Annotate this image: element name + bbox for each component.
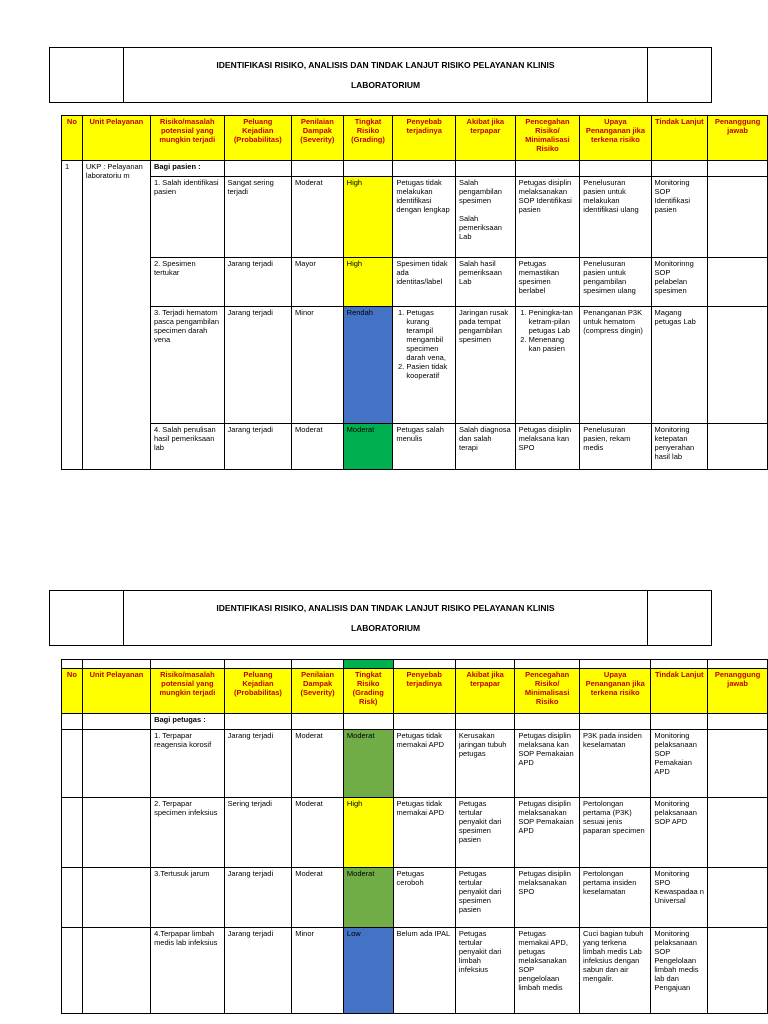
cell-tindak: Monitoring SPO Kewaspadaa n Universal xyxy=(651,868,708,928)
table-row xyxy=(62,928,768,1014)
cell-peluang: Sangat sering terjadi xyxy=(224,177,292,258)
cell-penyebab: Petugas tidak melakukan identifikasi dengan lengkap xyxy=(393,177,456,258)
cell-risiko: 2. Spesimen tertukar xyxy=(150,258,224,307)
cell-akibat: Salah pengambilan spesimen Salah pemeriksaan Lab xyxy=(455,177,515,258)
cell-peluang: Jarang terjadi xyxy=(224,307,292,424)
cell-penyebab xyxy=(393,307,456,424)
cell-pencegahan: Petugas disiplin melaksanakan SPO xyxy=(515,868,580,928)
header-no: No xyxy=(62,669,83,714)
cell-dampak: Moderat xyxy=(292,798,344,868)
cell-dampak: Moderat xyxy=(292,730,344,798)
cell-upaya: Penelusuran pasien untuk melakukan identifikasi ulang xyxy=(580,177,651,258)
cell-upaya: Cuci bagian tubuh yang terkena limbah medis Lab infeksius dengan sabun dan air mengalir. xyxy=(580,928,651,1014)
risk-table-1 xyxy=(61,115,768,470)
table-header xyxy=(62,669,768,714)
cell-upaya: Pertolongan pertama (P3K) sesuai jenis paparan specimen xyxy=(580,798,651,868)
cell-dampak: Moderat xyxy=(292,177,344,258)
cell-penyebab: Petugas ceroboh xyxy=(393,868,455,928)
header-dampak: Penilaian Dampak (Severity) xyxy=(292,116,344,161)
header-peluang: Peluang Kejadian (Probabilitas) xyxy=(224,116,292,161)
cell-penyebab: Petugas tidak memakai APD xyxy=(393,730,455,798)
table-header xyxy=(62,116,768,161)
doc-title: IDENTIFIKASI RISIKO, ANALISIS DAN TINDAK LANJUT RISIKO PELAYANAN KLINIS xyxy=(216,603,555,613)
table-row xyxy=(62,307,768,424)
table-row xyxy=(62,424,768,470)
table-row xyxy=(62,798,768,868)
header-penyebab: Penyebab terjadinya xyxy=(393,669,455,714)
group-row xyxy=(62,714,768,730)
cell-dampak: Moderat xyxy=(292,424,344,470)
cell-risiko: 3. Terjadi hematom pasca pengambilan specimen darah vena xyxy=(150,307,224,424)
cell-akibat: Jaringan rusak pada tempat pengambilan spesimen xyxy=(455,307,515,424)
cell-dampak: Mayor xyxy=(292,258,344,307)
table-row xyxy=(62,177,768,258)
header-dampak: Penilaian Dampak (Severity) xyxy=(292,669,344,714)
pencegahan-item: 1. Peningka-tan ketram-pilan petugas Lab xyxy=(529,308,577,335)
cell-peluang: Sering terjadi xyxy=(224,798,292,868)
header-peluang: Peluang Kejadian (Probabilitas) xyxy=(224,669,292,714)
cell-penyebab: Belum ada IPAL xyxy=(393,928,455,1014)
header-pencegahan: Pencegahan Risiko/ Minimalisasi Risiko xyxy=(515,669,580,714)
doc-subtitle: LABORATORIUM xyxy=(350,623,421,633)
header-akibat: Akibat jika terpapar xyxy=(455,669,514,714)
header-tindak: Tindak Lanjut xyxy=(651,116,708,161)
doc-title: IDENTIFIKASI RISIKO, ANALISIS DAN TINDAK LANJUT RISIKO PELAYANAN KLINIS xyxy=(216,60,555,70)
cell-risiko: 4.Terpapar limbah medis lab infeksius xyxy=(151,928,225,1014)
row-no: 1 xyxy=(62,161,83,470)
cell-peluang: Jarang terjadi xyxy=(224,868,292,928)
cell-pencegahan: Petugas disiplin melaksana kan SPO xyxy=(515,424,580,470)
group-label: Bagi pasien : xyxy=(150,161,224,177)
cell-tindak: Monitoring SOP Identifikasi pasien xyxy=(651,177,708,258)
group-label: Bagi petugas : xyxy=(151,714,225,730)
cell-tindak: Monitorinng SOP pelabelan spesimen xyxy=(651,258,708,307)
cell-tingkat: Rendah xyxy=(343,307,393,424)
header-no: No xyxy=(62,116,83,161)
cell-risiko: 3.Tertusuk jarum xyxy=(151,868,225,928)
cell-akibat: Petugas tertular penyakit dari spesimen pasien xyxy=(455,868,514,928)
cell-pencegahan: Petugas disiplin melaksana kan SOP Pemakaian APD xyxy=(515,730,580,798)
cell-dampak: Minor xyxy=(292,307,344,424)
cell-tindak: Monitoring pelaksanaan SOP Pemakaian APD xyxy=(651,730,708,798)
cell-penyebab: Petugas tidak memakai APD xyxy=(393,798,455,868)
group-row xyxy=(62,161,768,177)
cell-penyebab: Petugas salah menulis xyxy=(393,424,456,470)
cell-akibat: Petugas tertular penyakit dari limbah infeksius xyxy=(455,928,514,1014)
title-box-1 xyxy=(49,47,712,103)
table-row xyxy=(62,730,768,798)
cell-tingkat: High xyxy=(343,258,393,307)
cell-akibat: Kerusakan jaringan tubuh petugas xyxy=(455,730,514,798)
header-upaya: Upaya Penanganan jika terkena risiko xyxy=(580,116,651,161)
header-tindak: Tindak Lanjut xyxy=(651,669,708,714)
header-tingkat: Tingkat Risiko (Grading) xyxy=(343,116,393,161)
spacer-row xyxy=(62,660,768,669)
cell-tingkat: Moderat xyxy=(343,868,393,928)
table-row xyxy=(62,868,768,928)
cell-upaya: P3K pada insiden keselamatan xyxy=(580,730,651,798)
cell-tindak: Monitoring ketepatan penyerahan hasil lab xyxy=(651,424,708,470)
cell-akibat: Salah hasil pemeriksaan Lab xyxy=(455,258,515,307)
cell-tindak: Monitoring pelaksanaan SOP Pengelolaan limbah medis lab dan Pengajuan xyxy=(651,928,708,1014)
grading-swatch xyxy=(343,660,393,669)
cell-tindak: Monitoring pelaksanaan SOP APD xyxy=(651,798,708,868)
header-penyebab: Penyebab terjadinya xyxy=(393,116,456,161)
cell-tingkat: Moderat xyxy=(343,424,393,470)
header-risiko: Risiko/masalah potensial yang mungkin terjadi xyxy=(150,116,224,161)
header-penanggung: Penanggung jawab xyxy=(708,669,768,714)
penyebab-item: 1. Petugas kurang terampil mengambil specimen darah vena, xyxy=(406,308,452,362)
header-akibat: Akibat jika terpapar xyxy=(455,116,515,161)
doc-subtitle: LABORATORIUM xyxy=(350,80,421,90)
cell-risiko: 4. Salah penulisan hasil pemeriksaan lab xyxy=(150,424,224,470)
cell-risiko: 2. Terpapar specimen infeksius xyxy=(151,798,225,868)
cell-tingkat: Moderat xyxy=(343,730,393,798)
cell-upaya: Penanganan P3K untuk hematom (compress dingin) xyxy=(580,307,651,424)
cell-risiko: 1. Terpapar reagensia korosif xyxy=(151,730,225,798)
cell-peluang: Jarang terjadi xyxy=(224,424,292,470)
risk-table-2 xyxy=(61,659,768,1014)
cell-peluang: Jarang terjadi xyxy=(224,928,292,1014)
pencegahan-item: 2. Menenang kan pasien xyxy=(529,335,577,353)
cell-tingkat: Low xyxy=(343,928,393,1014)
cell-dampak: Minor xyxy=(292,928,344,1014)
header-unit: Unit Pelayanan xyxy=(82,116,150,161)
cell-risiko: 1. Salah identifikasi pasien xyxy=(150,177,224,258)
header-risiko: Risiko/masalah potensial yang mungkin terjadi xyxy=(151,669,225,714)
cell-peluang: Jarang terjadi xyxy=(224,258,292,307)
cell-pencegahan: Petugas disiplin melaksanakan SOP Identifikasi pasien xyxy=(515,177,580,258)
cell-dampak: Moderat xyxy=(292,868,344,928)
cell-akibat: Salah diagnosa dan salah terapi xyxy=(455,424,515,470)
header-penanggung: Penanggung jawab xyxy=(708,116,768,161)
cell-upaya: Penelusuran pasien untuk pengambilan spesimen ulang xyxy=(580,258,651,307)
table-row xyxy=(62,258,768,307)
cell-tingkat: High xyxy=(343,177,393,258)
header-pencegahan: Pencegahan Risiko/ Minimalisasi Risiko xyxy=(515,116,580,161)
cell-akibat: Petugas tertular penyakit dari spesimen pasien xyxy=(455,798,514,868)
cell-penyebab: Spesimen tidak ada identitas/label xyxy=(393,258,456,307)
header-upaya: Upaya Penanganan jika terkena risiko xyxy=(580,669,651,714)
cell-peluang: Jarang terjadi xyxy=(224,730,292,798)
cell-tingkat: High xyxy=(343,798,393,868)
header-tingkat: Tingkat Risiko (Grading Risk) xyxy=(343,669,393,714)
cell-upaya: Pertolongan pertama insiden keselamatan xyxy=(580,868,651,928)
cell-pencegahan: Petugas disiplin melaksanakan SOP Pemakaian APD xyxy=(515,798,580,868)
cell-pencegahan xyxy=(515,307,580,424)
row-unit: UKP : Pelayanan laboratoriu m xyxy=(82,161,150,470)
header-unit: Unit Pelayanan xyxy=(82,669,150,714)
cell-pencegahan: Petugas memastikan spesimen berlabel xyxy=(515,258,580,307)
cell-pencegahan: Petugas memakai APD, petugas melaksanakan SOP pengelolaan limbah medis xyxy=(515,928,580,1014)
cell-tindak: Magang petugas Lab xyxy=(651,307,708,424)
cell-upaya: Penelusuran pasien, rekam medis xyxy=(580,424,651,470)
title-box-2 xyxy=(49,590,712,646)
penyebab-item: 2. Pasien tidak kooperatif xyxy=(406,362,452,380)
